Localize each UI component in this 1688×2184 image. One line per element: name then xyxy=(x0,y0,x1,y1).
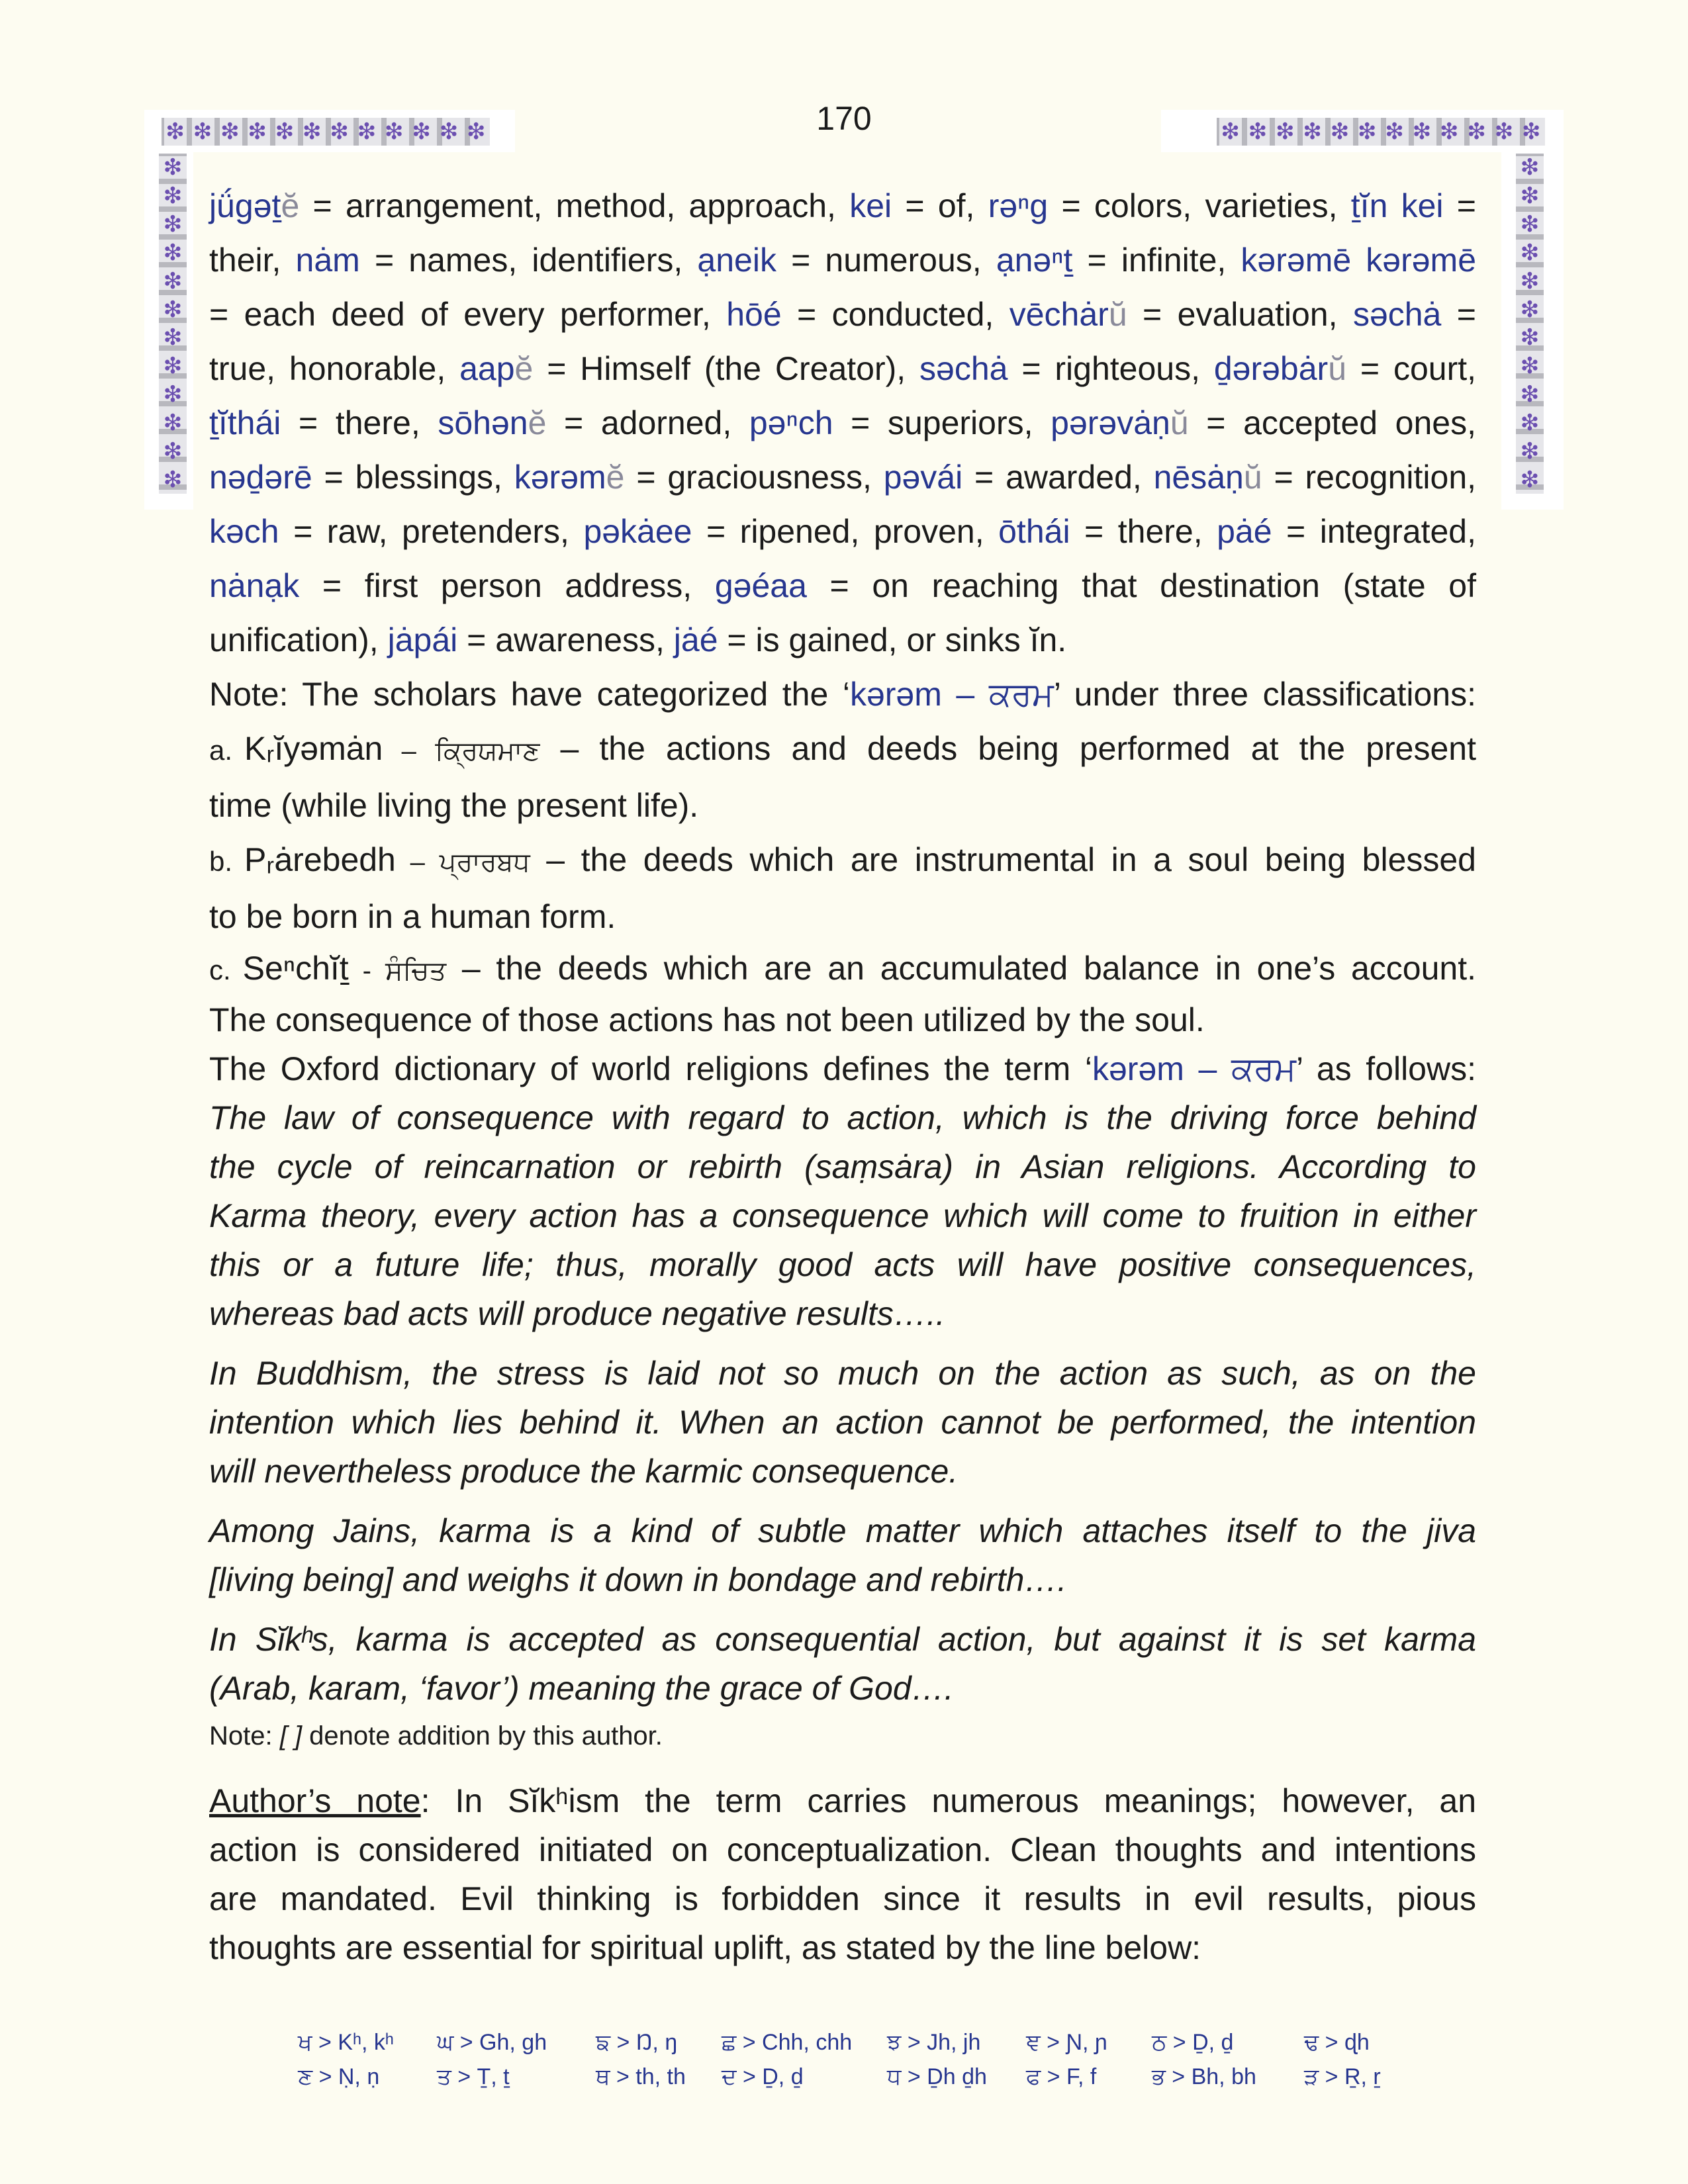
translit-entry: ਖ > Kʰ, kʰ xyxy=(298,2030,394,2055)
glossary-line xyxy=(209,341,1476,396)
gurbani-term: nȧnạk xyxy=(209,567,300,604)
quote-line: [living being] and weighs it down in bondage and rebirth…. xyxy=(209,1561,1067,1598)
author-note-line xyxy=(209,1825,1476,1874)
flower-ornament-icon: ❇ xyxy=(1520,353,1540,380)
flower-ornament-icon: ❇ xyxy=(439,118,459,145)
translit-entry: ਢ > ɖh xyxy=(1304,2030,1370,2055)
flower-ornament-icon: ❇ xyxy=(163,296,183,323)
gurbani-term-vowel: ŭ xyxy=(1328,350,1347,387)
item-desc: to be born in a human form. xyxy=(209,898,616,935)
classification-item xyxy=(209,944,1476,995)
glossary-meaning: = xyxy=(1441,296,1476,333)
glossary-meaning: = names, identifiers, xyxy=(359,242,698,279)
author-note-line xyxy=(209,1776,1476,1825)
flower-ornament-icon: ❇ xyxy=(163,437,183,465)
flower-ornament-icon: ❇ xyxy=(1221,118,1240,145)
item-sep: - xyxy=(348,956,385,985)
author-note-line xyxy=(209,1874,1476,1923)
glossary-meaning: = each deed of every performer, xyxy=(209,296,727,333)
flower-ornament-icon: ❇ xyxy=(220,118,240,145)
glossary-meaning: = is gained, or sinks ĭn. xyxy=(718,621,1067,659)
note-text: denote addition by this author. xyxy=(302,1721,663,1751)
flower-ornament-icon: ❇ xyxy=(1520,437,1540,465)
transliteration-key xyxy=(298,2025,1456,2094)
author-note-line xyxy=(209,1923,1476,1972)
intro-text: Note: The scholars have categorized the ‘ xyxy=(209,676,850,713)
flower-ornament-icon: ❇ xyxy=(163,183,183,210)
gurbani-term-vowel: ŭ xyxy=(1108,296,1127,333)
item-desc: – the actions and deeds being performed at the present xyxy=(539,730,1476,767)
gurbani-term: jǘgəṯ xyxy=(209,187,281,224)
quote-line: Karma theory, every action has a consequence which will come to fruition in either xyxy=(209,1197,1476,1234)
translit-entry: ਠ > Ḏ, ḏ xyxy=(1152,2030,1234,2055)
decorative-border-left xyxy=(159,154,187,494)
gurbani-term: kərəmē kərəmē xyxy=(1241,242,1477,279)
glossary-meaning: unification), xyxy=(209,621,388,659)
gurbani-term: ạneik xyxy=(697,242,776,279)
item-name: Pᵣȧrebedh xyxy=(244,841,396,878)
glossary-line xyxy=(209,504,1476,559)
intro-text: The Oxford dictionary of world religions defines the term ‘ xyxy=(209,1050,1092,1087)
page-number: 170 xyxy=(816,100,872,137)
item-punjabi: ਪ੍ਰਾਰਬਧ xyxy=(439,848,530,877)
flower-ornament-icon: ❇ xyxy=(163,154,183,181)
gurbani-term: jȧé xyxy=(673,621,718,659)
item-sep: – xyxy=(383,737,436,766)
author-note-heading: Author’s note xyxy=(209,1782,421,1819)
classification-item-cont xyxy=(209,889,1476,944)
glossary-line xyxy=(209,559,1476,613)
glossary-meaning: = numerous, xyxy=(776,242,996,279)
author-note-text: are mandated. Evil thinking is forbidden since it results in evil results, pious xyxy=(209,1880,1476,1917)
flower-ornament-icon: ❇ xyxy=(1520,267,1540,295)
author-note-text: : In Sĭkʰism the term carries numerous meanings; however, an xyxy=(420,1782,1476,1819)
glossary-meaning: = colors, varieties, xyxy=(1048,187,1351,224)
flower-ornament-icon: ❇ xyxy=(1494,118,1514,145)
note-brackets: [ ] xyxy=(279,1721,303,1751)
gurbani-term: vēchȧr xyxy=(1009,296,1109,333)
item-desc: – the deeds which are instrumental in a soul being blessed xyxy=(530,841,1476,878)
item-label: c. xyxy=(209,954,231,985)
translit-entry: ਤ > Ṯ, ṯ xyxy=(437,2064,510,2089)
gurbani-term: pərəvȧṇ xyxy=(1051,404,1170,441)
quote-line: this or a future life; thus, morally good acts will have positive consequences, xyxy=(209,1246,1476,1283)
glossary-meaning: = integrated, xyxy=(1272,513,1477,550)
gurbani-term: səchȧ xyxy=(919,350,1008,387)
quote-paragraph xyxy=(209,1093,1476,1338)
gurbani-term: rəⁿg xyxy=(988,187,1049,224)
transliteration-row xyxy=(298,2025,1456,2060)
glossary-meaning: = xyxy=(1443,187,1477,224)
glossary-meaning: = graciousness, xyxy=(624,459,884,496)
glossary-meaning: = evaluation, xyxy=(1127,296,1353,333)
glossary-line xyxy=(209,179,1476,233)
flower-ornament-icon: ❇ xyxy=(1358,118,1377,145)
flower-ornament-icon: ❇ xyxy=(412,118,431,145)
classification-item-cont xyxy=(209,995,1476,1044)
gurbani-term: ạnəⁿṯ xyxy=(996,242,1073,279)
glossary-meaning: = awareness, xyxy=(457,621,674,659)
flower-ornament-icon: ❇ xyxy=(163,239,183,266)
glossary-line xyxy=(209,450,1476,504)
quote-paragraph xyxy=(209,1615,1476,1713)
classification-item-cont xyxy=(209,778,1476,833)
flower-ornament-icon: ❇ xyxy=(303,118,322,145)
glossary-meaning: = blessings, xyxy=(312,459,514,496)
glossary-meaning: = conducted, xyxy=(781,296,1009,333)
translit-entry: ਙ > Ŋ, ŋ xyxy=(596,2030,678,2055)
intro-text: ’ as follows: xyxy=(1295,1050,1476,1087)
item-punjabi: ਕ੍ਰਿਯਮਾਣ xyxy=(435,737,540,766)
flower-ornament-icon: ❇ xyxy=(1520,154,1540,181)
glossary-meaning: = court, xyxy=(1346,350,1477,387)
glossary-meaning: = infinite, xyxy=(1072,242,1241,279)
gurbani-term-vowel: ĕ xyxy=(281,187,300,224)
glossary-line xyxy=(209,613,1476,667)
flower-ornament-icon: ❇ xyxy=(163,267,183,295)
gurbani-term: ṯĭthái xyxy=(209,404,281,441)
translit-entry: ਝ > Jh, jh xyxy=(887,2030,981,2055)
translit-entry: ਫ > F, f xyxy=(1026,2064,1097,2089)
translit-entry: ਘ > Gh, gh xyxy=(437,2030,547,2055)
gurbani-term: ṯĭn kei xyxy=(1350,187,1444,224)
translit-entry: ਣ > Ṇ, ṇ xyxy=(298,2064,380,2089)
quote-paragraph xyxy=(209,1349,1476,1496)
translit-entry: ਛ > Chh, chh xyxy=(722,2030,853,2055)
flower-ornament-icon: ❇ xyxy=(163,381,183,408)
oxford-quote xyxy=(209,1093,1476,1713)
gurbani-term-vowel: ŭ xyxy=(1170,404,1189,441)
glossary-meaning: = superiors, xyxy=(833,404,1051,441)
gurbani-term-vowel: ĕ xyxy=(528,404,547,441)
item-desc: – the deeds which are an accumulated balance in one’s account. xyxy=(446,950,1477,987)
quote-line: In Sĭkʰs, karma is accepted as consequential action, but against it is set karma xyxy=(209,1621,1476,1658)
glossary-meaning: = ripened, proven, xyxy=(692,513,999,550)
classification-item xyxy=(209,833,1476,889)
translit-entry: ੜ > Ṟ, ṟ xyxy=(1304,2064,1381,2089)
flower-ornament-icon: ❇ xyxy=(248,118,267,145)
oxford-intro xyxy=(209,1044,1476,1093)
gurbani-term: kərəm xyxy=(514,459,606,496)
flower-ornament-icon: ❇ xyxy=(165,118,185,145)
flower-ornament-icon: ❇ xyxy=(1520,381,1540,408)
glossary-meaning: true, honorable, xyxy=(209,350,460,387)
flower-ornament-icon: ❇ xyxy=(193,118,212,145)
gurbani-term: pəvái xyxy=(883,459,963,496)
glossary-meaning: = there, xyxy=(1070,513,1217,550)
author-note-text: action is considered initiated on conceptualization. Clean thoughts and intentions xyxy=(209,1831,1476,1868)
flower-ornament-icon: ❇ xyxy=(275,118,295,145)
gurbani-term: ḏərəbȧr xyxy=(1213,350,1329,387)
gurbani-term: pȧé xyxy=(1217,513,1272,550)
glossary-meaning: = first person address, xyxy=(299,567,715,604)
quote-paragraph xyxy=(209,1506,1476,1604)
glossary-meaning: = raw, pretenders, xyxy=(279,513,584,550)
glossary-line xyxy=(209,287,1476,341)
page-body xyxy=(209,179,1476,1972)
gurbani-term: hōé xyxy=(726,296,782,333)
glossary-meaning: = adorned, xyxy=(546,404,749,441)
quote-line: Among Jains, karma is a kind of subtle matter which attaches itself to the jiva xyxy=(209,1512,1476,1549)
glossary-meaning: = there, xyxy=(281,404,438,441)
gurbani-term: gəéaa xyxy=(714,567,807,604)
gurbani-term: jȧpái xyxy=(387,621,458,659)
gurbani-term: nēsȧṇ xyxy=(1153,459,1244,496)
flower-ornament-icon: ❇ xyxy=(1385,118,1404,145)
gurbani-term: ōthái xyxy=(998,513,1070,550)
item-sep: – xyxy=(395,848,440,877)
flower-ornament-icon: ❇ xyxy=(1520,324,1540,351)
item-name: Kᵣĭyəmȧn xyxy=(244,730,383,767)
quote-line: will nevertheless produce the karmic consequence. xyxy=(209,1453,959,1490)
glossary-meaning: = righteous, xyxy=(1008,350,1214,387)
classification-intro xyxy=(209,667,1476,721)
flower-ornament-icon: ❇ xyxy=(1330,118,1350,145)
translit-entry: ਭ > Bh, bh xyxy=(1152,2064,1256,2089)
flower-ornament-icon: ❇ xyxy=(1248,118,1268,145)
glossary-line xyxy=(209,396,1476,450)
gurbani-term-vowel: ĕ xyxy=(606,459,625,496)
quote-line: (Arab, karam, ‘favor’) meaning the grace of God…. xyxy=(209,1670,954,1707)
flower-ornament-icon: ❇ xyxy=(163,324,183,351)
item-punjabi: ਸੰਚਿਤ xyxy=(385,956,447,985)
quote-line: intention which lies behind it. When an action cannot be performed, the intention xyxy=(209,1404,1476,1441)
classification-item xyxy=(209,721,1476,778)
flower-ornament-icon: ❇ xyxy=(330,118,349,145)
gurbani-term: nȧm xyxy=(295,242,360,279)
glossary-meaning: = arrangement, method, approach, xyxy=(299,187,850,224)
item-label: a. xyxy=(209,735,233,766)
translit-entry: ਧ > Ḏh ḏh xyxy=(887,2064,987,2089)
flower-ornament-icon: ❇ xyxy=(163,211,183,238)
quote-line: the cycle of reincarnation or rebirth (saṃsȧra) in Asian religions. According to xyxy=(209,1148,1476,1185)
flower-ornament-icon: ❇ xyxy=(1520,239,1540,266)
glossary-meaning: = on reaching that destination (state of xyxy=(806,567,1476,604)
gurbani-term: pəⁿch xyxy=(749,404,833,441)
decorative-border-right xyxy=(1516,154,1544,494)
item-desc: time (while living the present life). xyxy=(209,787,699,824)
glossary-meaning: their, xyxy=(209,242,296,279)
flower-ornament-icon: ❇ xyxy=(163,409,183,436)
quote-line: whereas bad acts will produce negative results….. xyxy=(209,1295,945,1332)
gurbani-term-vowel: ĕ xyxy=(514,350,534,387)
translit-entry: ਦ > Ḏ, ḏ xyxy=(722,2064,804,2089)
transliteration-row xyxy=(298,2060,1456,2094)
author-note-text: thoughts are essential for spiritual uplift, as stated by the line below: xyxy=(209,1929,1201,1966)
flower-ornament-icon: ❇ xyxy=(357,118,377,145)
flower-ornament-icon: ❇ xyxy=(1276,118,1295,145)
flower-ornament-icon: ❇ xyxy=(1522,118,1541,145)
flower-ornament-icon: ❇ xyxy=(1467,118,1486,145)
bracket-note xyxy=(209,1713,1476,1759)
glossary-meaning: = accepted ones, xyxy=(1188,404,1476,441)
item-name: Seⁿchĭṯ xyxy=(242,950,349,987)
flower-ornament-icon: ❇ xyxy=(1520,211,1540,238)
flower-ornament-icon: ❇ xyxy=(1520,183,1540,210)
translit-entry: ਞ > Ɲ, ɲ xyxy=(1026,2030,1107,2055)
flower-ornament-icon: ❇ xyxy=(1520,409,1540,436)
karam-term: kərəm – ਕਰਮ xyxy=(849,676,1054,713)
glossary-block xyxy=(209,179,1476,667)
glossary-meaning: = recognition, xyxy=(1262,459,1477,496)
gurbani-term: kei xyxy=(849,187,892,224)
glossary-meaning: = Himself (the Creator), xyxy=(533,350,920,387)
gurbani-term: kəch xyxy=(209,513,279,550)
gurbani-term: pəkȧee xyxy=(583,513,692,550)
intro-text: ’ under three classifications: xyxy=(1053,676,1476,713)
flower-ornament-icon: ❇ xyxy=(1440,118,1459,145)
translit-entry: ਥ > th, th xyxy=(596,2064,686,2089)
gurbani-term: nəḏərē xyxy=(209,459,312,496)
glossary-meaning: = awarded, xyxy=(962,459,1154,496)
gurbani-term: sōhən xyxy=(438,404,528,441)
classification-list xyxy=(209,721,1476,1044)
note-text: Note: xyxy=(209,1721,280,1751)
item-desc: The consequence of those actions has not been utilized by the soul. xyxy=(209,1001,1205,1038)
flower-ornament-icon: ❇ xyxy=(1412,118,1432,145)
flower-ornament-icon: ❇ xyxy=(163,466,183,493)
flower-ornament-icon: ❇ xyxy=(1520,296,1540,323)
flower-ornament-icon: ❇ xyxy=(1520,466,1540,493)
author-note xyxy=(209,1776,1476,1972)
gurbani-term: səchȧ xyxy=(1352,296,1442,333)
gurbani-term: aap xyxy=(459,350,515,387)
gurbani-term-vowel: ŭ xyxy=(1243,459,1262,496)
flower-ornament-icon: ❇ xyxy=(163,353,183,380)
quote-line: The law of consequence with regard to action, which is the driving force behind xyxy=(209,1099,1476,1136)
glossary-meaning: = of, xyxy=(892,187,988,224)
glossary-line xyxy=(209,233,1476,287)
flower-ornament-icon: ❇ xyxy=(385,118,404,145)
karam-term: kərəm – ਕਰਮ xyxy=(1092,1050,1296,1087)
item-label: b. xyxy=(209,846,233,877)
quote-line: In Buddhism, the stress is laid not so much on the action as such, as on the xyxy=(209,1355,1476,1392)
flower-ornament-icon: ❇ xyxy=(467,118,486,145)
flower-ornament-icon: ❇ xyxy=(1303,118,1322,145)
